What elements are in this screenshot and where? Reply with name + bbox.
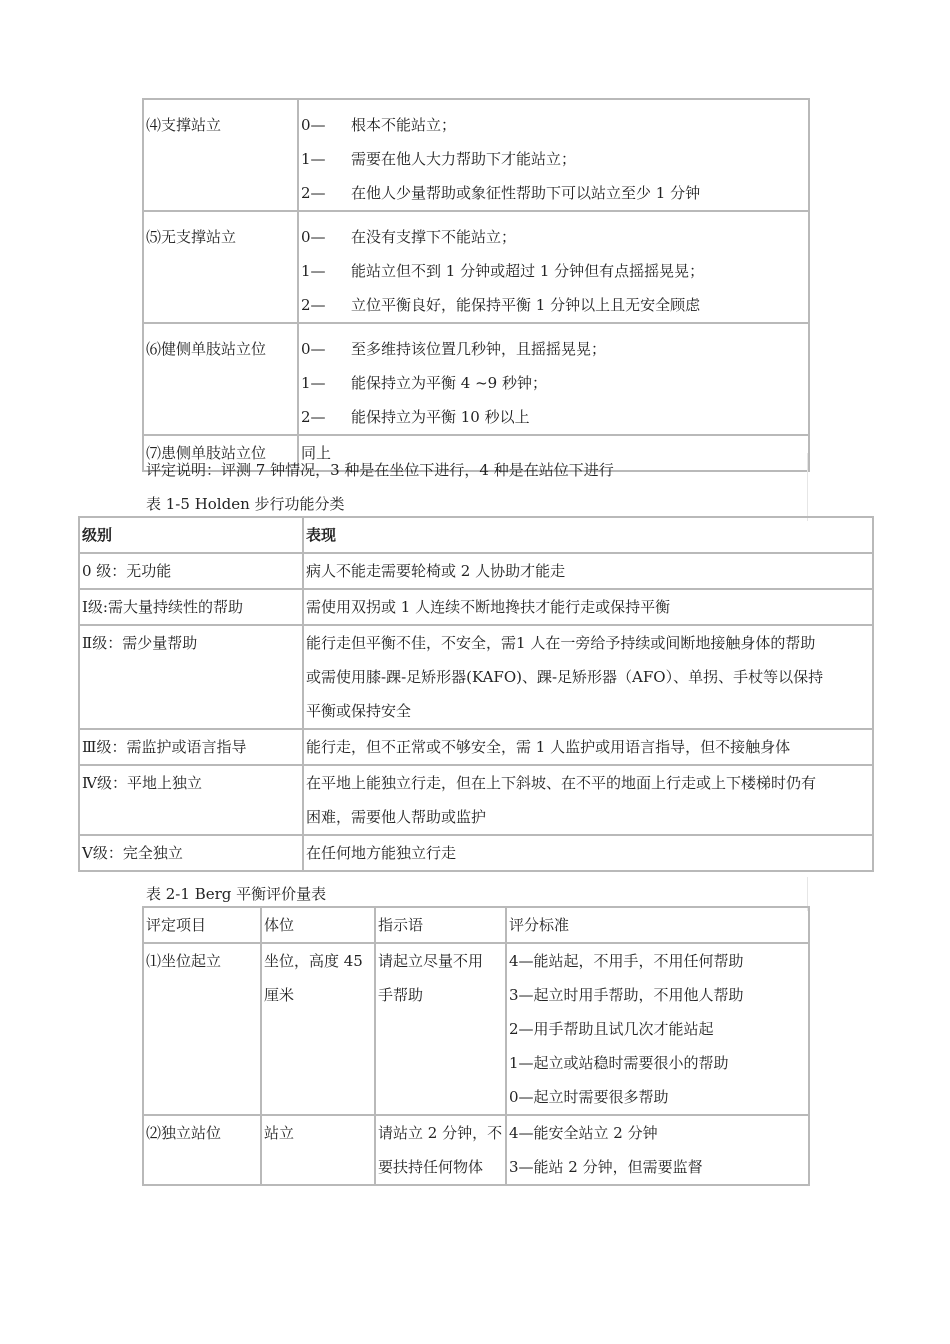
- table-row: [143, 323, 809, 435]
- desc-cell: [303, 553, 873, 589]
- header-criteria: 评分标准: [506, 907, 809, 943]
- instruction-line: 手帮助: [378, 986, 424, 1004]
- item-label: ⑹健侧单肢站立位: [146, 340, 267, 358]
- desc-line: 能行走，但不正常或不够安全，需 1 人监护或用语言指导，但不接触身体: [306, 738, 791, 756]
- desc-line: 需使用双拐或 1 人连续不断地搀扶才能行走或保持平衡: [306, 598, 671, 616]
- score-code: 2—: [301, 296, 326, 314]
- score-line: [301, 220, 806, 254]
- item-cell: ⑴坐位起立: [143, 943, 261, 1115]
- evaluation-note: 评定说明：评测 7 钟情况，3 种是在坐位下进行，4 种是在站位下进行: [142, 453, 808, 487]
- desc-line: 困难，需要他人帮助或监护: [306, 808, 487, 826]
- item-label: ⑷支撑站立: [146, 116, 222, 134]
- level-cell: Ⅱ级：需少量帮助: [79, 625, 303, 729]
- criteria-cell: [506, 1115, 809, 1185]
- score-text: 在没有支撑下不能站立；: [351, 228, 517, 246]
- criteria-line: 4—能站起，不用手，不用任何帮助: [509, 952, 744, 970]
- berg-table-title: 表 2-1 Berg 平衡评价量表: [142, 877, 808, 911]
- score-text: 能保持立为平衡 4 ~9 秒钟；: [351, 374, 547, 392]
- item-label: ⑸无支撑站立: [146, 228, 237, 246]
- score-code: 2—: [301, 408, 326, 426]
- score-text: 至多维持该位置几秒钟，且摇摇晃晃；: [351, 340, 607, 358]
- score-text: 立位平衡良好，能保持平衡 1 分钟以上且无安全顾虑: [351, 296, 701, 314]
- score-line: [301, 288, 806, 322]
- criteria-line: 3—能站 2 分钟，但需要监督: [509, 1158, 703, 1176]
- table-row: [79, 765, 873, 835]
- score-cell: [298, 211, 809, 323]
- score-line: [301, 366, 806, 400]
- score-code: 1—: [301, 262, 326, 280]
- position-cell: [261, 943, 375, 1115]
- score-text: 能站立但不到 1 分钟或超过 1 分钟但有点摇摇晃晃；: [351, 262, 705, 280]
- header-instruction: 指示语: [375, 907, 506, 943]
- header-level: 级别: [79, 517, 303, 553]
- table-row: [79, 553, 873, 589]
- score-line: [301, 254, 806, 288]
- criteria-line: 0—起立时需要很多帮助: [509, 1088, 669, 1106]
- table-row: [143, 211, 809, 323]
- score-code: 0—: [301, 116, 326, 134]
- score-code: 0—: [301, 340, 326, 358]
- criteria-line: 4—能安全站立 2 分钟: [509, 1124, 658, 1142]
- instruction-cell: [375, 943, 506, 1115]
- score-code: 0—: [301, 228, 326, 246]
- position-line: 厘米: [264, 986, 295, 1004]
- level-cell: Ⅲ级：需监护或语言指导: [79, 729, 303, 765]
- holden-table-title: 表 1-5 Holden 步行功能分类: [142, 487, 808, 521]
- position-line: 坐位，高度 45: [264, 952, 363, 970]
- table-row: [79, 835, 873, 871]
- item-cell: [143, 211, 298, 323]
- instruction-line: 请站立 2 分钟，不: [378, 1124, 503, 1142]
- score-line: [301, 142, 806, 176]
- holden-table: [78, 516, 874, 872]
- desc-line: 平衡或保持安全: [306, 702, 412, 720]
- item-cell: [143, 99, 298, 211]
- score-text: 能保持立为平衡 10 秒以上: [351, 408, 530, 426]
- table-row: [143, 943, 809, 1115]
- score-cell: [298, 99, 809, 211]
- desc-line: 在平地上能独立行走，但在上下斜坡、在不平的地面上行走或上下楼梯时仍有: [306, 774, 817, 792]
- item-cell: ⑵独立站位: [143, 1115, 261, 1185]
- criteria-line: 3—起立时用手帮助，不用他人帮助: [509, 986, 744, 1004]
- table-row: [79, 589, 873, 625]
- level-cell: 0 级：无功能: [79, 553, 303, 589]
- item-label: ⑺患侧单肢站立位: [146, 444, 267, 462]
- score-line: [301, 176, 806, 210]
- position-cell: [261, 1115, 375, 1185]
- score-code: 1—: [301, 374, 326, 392]
- desc-cell: [303, 835, 873, 871]
- instruction-line: 要扶持任何物体: [378, 1158, 484, 1176]
- header-desc: 表现: [303, 517, 873, 553]
- score-line: [301, 332, 806, 366]
- criteria-line: 1—起立或站稳时需要很小的帮助: [509, 1054, 729, 1072]
- desc-line: 病人不能走需要轮椅或 2 人协助才能走: [306, 562, 566, 580]
- same-as-above: 同上: [301, 444, 332, 462]
- score-cell: [298, 323, 809, 435]
- score-text: 需要在他人大力帮助下才能站立；: [351, 150, 577, 168]
- table-header-row: [143, 907, 809, 943]
- desc-line: 或需使用膝-踝-足矫形器(KAFO)、踝-足矫形器（AFO）、单拐、手杖等以保持: [306, 668, 824, 686]
- score-code: 2—: [301, 184, 326, 202]
- table-row: [79, 625, 873, 729]
- score-text: 在他人少量帮助或象征性帮助下可以站立至少 1 分钟: [351, 184, 701, 202]
- level-cell: Ⅰ级:需大量持续性的帮助: [79, 589, 303, 625]
- berg-table: [142, 906, 810, 1186]
- criteria-cell: [506, 943, 809, 1115]
- header-item: 评定项目: [143, 907, 261, 943]
- desc-cell: [303, 625, 873, 729]
- score-line: [301, 400, 806, 434]
- table-header-row: [79, 517, 873, 553]
- table-row: [143, 1115, 809, 1185]
- level-cell: Ⅴ级：完全独立: [79, 835, 303, 871]
- position-line: 站立: [264, 1124, 295, 1142]
- desc-cell: [303, 765, 873, 835]
- score-text: 根本不能站立；: [351, 116, 457, 134]
- criteria-line: 2—用手帮助且试几次才能站起: [509, 1020, 714, 1038]
- instruction-cell: [375, 1115, 506, 1185]
- standing-balance-table: [142, 98, 810, 472]
- item-cell: [143, 323, 298, 435]
- level-cell: Ⅳ级：平地上独立: [79, 765, 303, 835]
- table-row: [143, 99, 809, 211]
- desc-line: 在任何地方能独立行走: [306, 844, 457, 862]
- header-position: 体位: [261, 907, 375, 943]
- instruction-line: 请起立尽量不用: [378, 952, 484, 970]
- desc-cell: [303, 589, 873, 625]
- score-line: [301, 108, 806, 142]
- score-code: 1—: [301, 150, 326, 168]
- table-row: [79, 729, 873, 765]
- desc-line: 能行走但平衡不佳，不安全，需1 人在一旁给予持续或间断地接触身体的帮助: [306, 634, 816, 652]
- desc-cell: [303, 729, 873, 765]
